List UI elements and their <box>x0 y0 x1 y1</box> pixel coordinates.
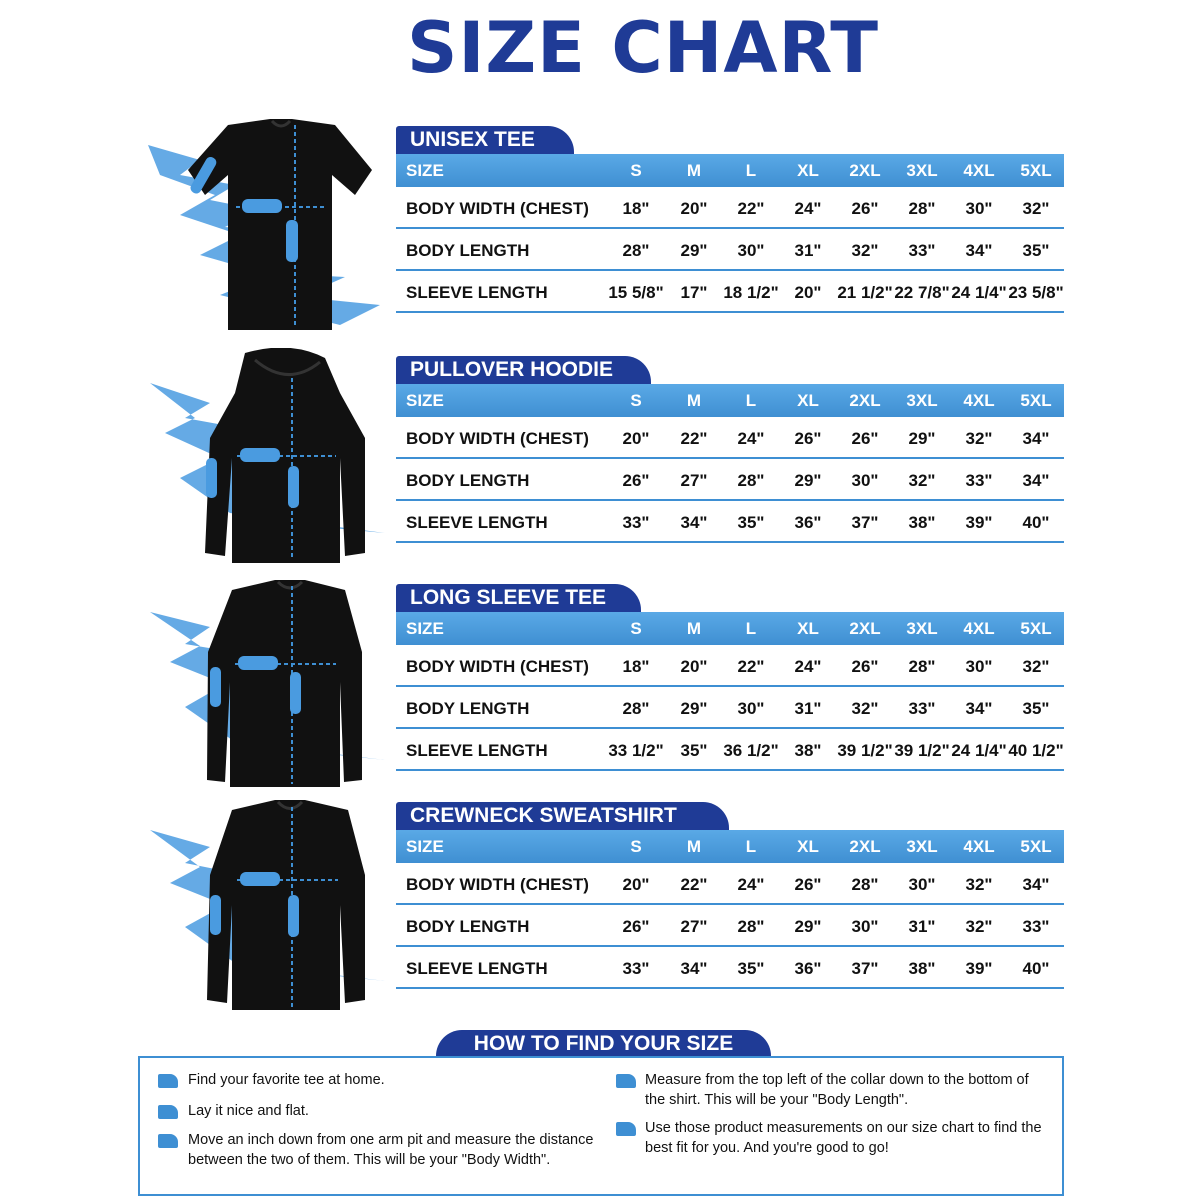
size-header-label: SIZE <box>406 837 444 856</box>
measurement-label: SLEEVE LENGTH <box>406 283 548 302</box>
size-column-header: L <box>745 391 757 410</box>
size-column-header: S <box>630 161 642 180</box>
measurement-label: SLEEVE LENGTH <box>406 959 548 978</box>
table-row <box>396 729 1064 771</box>
size-column-header: XL <box>797 837 819 856</box>
measurement-value: 26" <box>851 429 879 448</box>
section-title: LONG SLEEVE TEE <box>396 584 641 612</box>
measurement-value: 33" <box>908 241 936 260</box>
measurement-value: 27" <box>680 471 708 490</box>
measurement-value: 23 5/8" <box>1008 283 1064 302</box>
measurement-value: 24" <box>737 875 765 894</box>
measurement-value: 34" <box>965 699 993 718</box>
measurement-value: 38" <box>908 959 936 978</box>
size-header-row <box>396 612 1064 645</box>
measurement-value: 35" <box>1022 699 1050 718</box>
measurement-value: 28" <box>622 699 650 718</box>
measurement-value: 15 5/8" <box>608 283 664 302</box>
size-column-header: 3XL <box>906 837 938 856</box>
size-section <box>396 802 1064 990</box>
size-column-header: 3XL <box>906 161 938 180</box>
size-column-header: 5XL <box>1020 619 1052 638</box>
measurement-value: 29" <box>680 241 708 260</box>
measurement-value: 34" <box>1022 429 1050 448</box>
size-header-label: SIZE <box>406 161 444 180</box>
measurement-label: BODY WIDTH (CHEST) <box>406 657 589 676</box>
measurement-label: SLEEVE LENGTH <box>406 741 548 760</box>
measurement-value: 36 1/2" <box>723 741 779 760</box>
pullover-hoodie-figure <box>140 348 395 573</box>
section-title: CREWNECK SWEATSHIRT <box>396 802 729 830</box>
measurement-value: 28" <box>908 199 936 218</box>
measurement-value: 20" <box>622 875 650 894</box>
size-header-label: SIZE <box>406 619 444 638</box>
how-to-box <box>138 1056 1064 1196</box>
measurement-value: 28" <box>737 471 765 490</box>
measurement-value: 34" <box>680 513 708 532</box>
measurement-value: 28" <box>737 917 765 936</box>
measurement-label: BODY WIDTH (CHEST) <box>406 199 589 218</box>
measurement-label: BODY LENGTH <box>406 917 530 936</box>
measurement-value: 26" <box>851 199 879 218</box>
measurement-value: 26" <box>622 917 650 936</box>
measurement-value: 29" <box>908 429 936 448</box>
measurement-label: BODY WIDTH (CHEST) <box>406 875 589 894</box>
measurement-value: 33" <box>908 699 936 718</box>
how-to-step-1: Find your favorite tee at home. <box>188 1072 385 1088</box>
size-column-header: M <box>686 619 702 638</box>
size-column-header: XL <box>797 161 819 180</box>
table-row <box>396 947 1064 989</box>
measurement-value: 40 1/2" <box>1008 741 1064 760</box>
measurement-value: 28" <box>851 875 879 894</box>
size-column-header: M <box>686 837 702 856</box>
size-column-header: 5XL <box>1020 837 1052 856</box>
size-header-row <box>396 384 1064 417</box>
measurement-value: 17" <box>680 283 708 302</box>
measurement-value: 18" <box>622 199 650 218</box>
measurement-value: 34" <box>1022 875 1050 894</box>
measurement-value: 26" <box>851 657 879 676</box>
size-column-header: M <box>686 161 702 180</box>
size-column-header: 5XL <box>1020 391 1052 410</box>
table-row <box>396 687 1064 729</box>
measurement-label: BODY WIDTH (CHEST) <box>406 429 589 448</box>
measurement-value: 22 7/8" <box>894 283 950 302</box>
size-column-header: XL <box>797 619 819 638</box>
size-column-header: S <box>630 837 642 856</box>
crewneck-sweatshirt-figure <box>140 795 395 1020</box>
measurement-value: 22" <box>680 429 708 448</box>
measurement-label: BODY LENGTH <box>406 471 530 490</box>
size-section <box>396 356 1064 544</box>
shirt-icon <box>158 1105 178 1119</box>
measurement-value: 32" <box>965 429 993 448</box>
size-header-label: SIZE <box>406 391 444 410</box>
size-column-header: S <box>630 619 642 638</box>
measurement-value: 20" <box>794 283 822 302</box>
measurement-value: 37" <box>851 513 879 532</box>
measurement-value: 24" <box>794 657 822 676</box>
measurement-value: 33 1/2" <box>608 741 664 760</box>
measurement-value: 35" <box>737 513 765 532</box>
measurement-value: 32" <box>1022 199 1050 218</box>
measurement-value: 29" <box>680 699 708 718</box>
size-column-header: M <box>686 391 702 410</box>
how-to-step-2: Lay it nice and flat. <box>188 1103 309 1119</box>
measurement-value: 35" <box>737 959 765 978</box>
shirt-icon <box>158 1074 178 1088</box>
shirt-icon <box>616 1122 636 1136</box>
section-title: PULLOVER HOODIE <box>396 356 651 384</box>
measurement-label: SLEEVE LENGTH <box>406 513 548 532</box>
unisex-tee-figure <box>140 115 395 340</box>
size-column-header: 4XL <box>963 837 995 856</box>
measurement-value: 33" <box>622 959 650 978</box>
measurement-value: 30" <box>737 241 765 260</box>
measurement-value: 35" <box>680 741 708 760</box>
measurement-value: 36" <box>794 959 822 978</box>
measurement-value: 18" <box>622 657 650 676</box>
measurement-value: 20" <box>680 657 708 676</box>
table-row <box>396 905 1064 947</box>
measurement-value: 39" <box>965 513 993 532</box>
measurement-value: 29" <box>794 471 822 490</box>
table-row <box>396 501 1064 543</box>
size-header-row <box>396 154 1064 187</box>
measurement-value: 22" <box>737 199 765 218</box>
measurement-value: 39 1/2" <box>837 741 893 760</box>
size-column-header: 2XL <box>849 837 881 856</box>
measurement-value: 32" <box>1022 657 1050 676</box>
measurement-value: 31" <box>794 241 822 260</box>
measurement-value: 24 1/4" <box>951 283 1007 302</box>
measurement-value: 26" <box>622 471 650 490</box>
measurement-value: 37" <box>851 959 879 978</box>
measurement-value: 20" <box>622 429 650 448</box>
measurement-value: 30" <box>965 657 993 676</box>
measurement-value: 32" <box>851 699 879 718</box>
measurement-value: 30" <box>737 699 765 718</box>
size-column-header: 2XL <box>849 391 881 410</box>
size-section <box>396 126 1064 314</box>
measurement-value: 33" <box>1022 917 1050 936</box>
how-to-step-3: Move an inch down from one arm pit and measure the distance between the two of them. This will be your "Body Width". <box>188 1132 594 1168</box>
measurement-value: 30" <box>965 199 993 218</box>
size-column-header: 4XL <box>963 619 995 638</box>
measurement-value: 31" <box>794 699 822 718</box>
measurement-value: 20" <box>680 199 708 218</box>
measurement-value: 32" <box>851 241 879 260</box>
size-column-header: 4XL <box>963 161 995 180</box>
size-column-header: L <box>745 837 757 856</box>
size-header-row <box>396 830 1064 863</box>
measurement-value: 28" <box>908 657 936 676</box>
size-column-header: L <box>745 619 757 638</box>
measurement-value: 27" <box>680 917 708 936</box>
size-column-header: 3XL <box>906 619 938 638</box>
measurement-value: 29" <box>794 917 822 936</box>
measurement-value: 22" <box>737 657 765 676</box>
shirt-icon <box>158 1134 178 1148</box>
shirt-icon <box>616 1074 636 1088</box>
measurement-value: 34" <box>1022 471 1050 490</box>
size-column-header: L <box>745 161 757 180</box>
measurement-value: 33" <box>622 513 650 532</box>
measurement-value: 26" <box>794 429 822 448</box>
how-to-title: HOW TO FIND YOUR SIZE <box>436 1030 771 1058</box>
measurement-value: 40" <box>1022 959 1050 978</box>
size-column-header: S <box>630 391 642 410</box>
measurement-value: 21 1/2" <box>837 283 893 302</box>
measurement-value: 39" <box>965 959 993 978</box>
long-sleeve-tee-figure <box>140 572 395 797</box>
measurement-value: 38" <box>794 741 822 760</box>
table-row <box>396 187 1064 229</box>
measurement-value: 24" <box>737 429 765 448</box>
size-column-header: 4XL <box>963 391 995 410</box>
table-row <box>396 645 1064 687</box>
measurement-value: 38" <box>908 513 936 532</box>
page-title: SIZE CHART <box>406 7 880 89</box>
measurement-label: BODY LENGTH <box>406 241 530 260</box>
table-row <box>396 271 1064 313</box>
table-row <box>396 417 1064 459</box>
measurement-label: BODY LENGTH <box>406 699 530 718</box>
measurement-value: 26" <box>794 875 822 894</box>
measurement-value: 30" <box>908 875 936 894</box>
size-column-header: XL <box>797 391 819 410</box>
size-section <box>396 584 1064 772</box>
table-row <box>396 863 1064 905</box>
measurement-value: 32" <box>908 471 936 490</box>
measurement-value: 18 1/2" <box>723 283 779 302</box>
measurement-value: 34" <box>680 959 708 978</box>
measurement-value: 30" <box>851 917 879 936</box>
size-column-header: 2XL <box>849 161 881 180</box>
measurement-value: 24" <box>794 199 822 218</box>
measurement-value: 40" <box>1022 513 1050 532</box>
how-to-step-4: Measure from the top left of the collar down to the bottom of the shirt. This will be your "Body Length". <box>645 1072 1029 1108</box>
measurement-value: 31" <box>908 917 936 936</box>
measurement-value: 32" <box>965 875 993 894</box>
size-column-header: 3XL <box>906 391 938 410</box>
measurement-value: 30" <box>851 471 879 490</box>
measurement-value: 39 1/2" <box>894 741 950 760</box>
measurement-value: 34" <box>965 241 993 260</box>
measurement-value: 33" <box>965 471 993 490</box>
table-row <box>396 229 1064 271</box>
measurement-value: 24 1/4" <box>951 741 1007 760</box>
size-column-header: 2XL <box>849 619 881 638</box>
measurement-value: 22" <box>680 875 708 894</box>
size-column-header: 5XL <box>1020 161 1052 180</box>
measurement-value: 35" <box>1022 241 1050 260</box>
measurement-value: 36" <box>794 513 822 532</box>
table-row <box>396 459 1064 501</box>
measurement-value: 28" <box>622 241 650 260</box>
section-title: UNISEX TEE <box>396 126 574 154</box>
measurement-value: 32" <box>965 917 993 936</box>
how-to-step-5: Use those product measurements on our size chart to find the best fit for you. And you're good to go! <box>645 1120 1042 1156</box>
